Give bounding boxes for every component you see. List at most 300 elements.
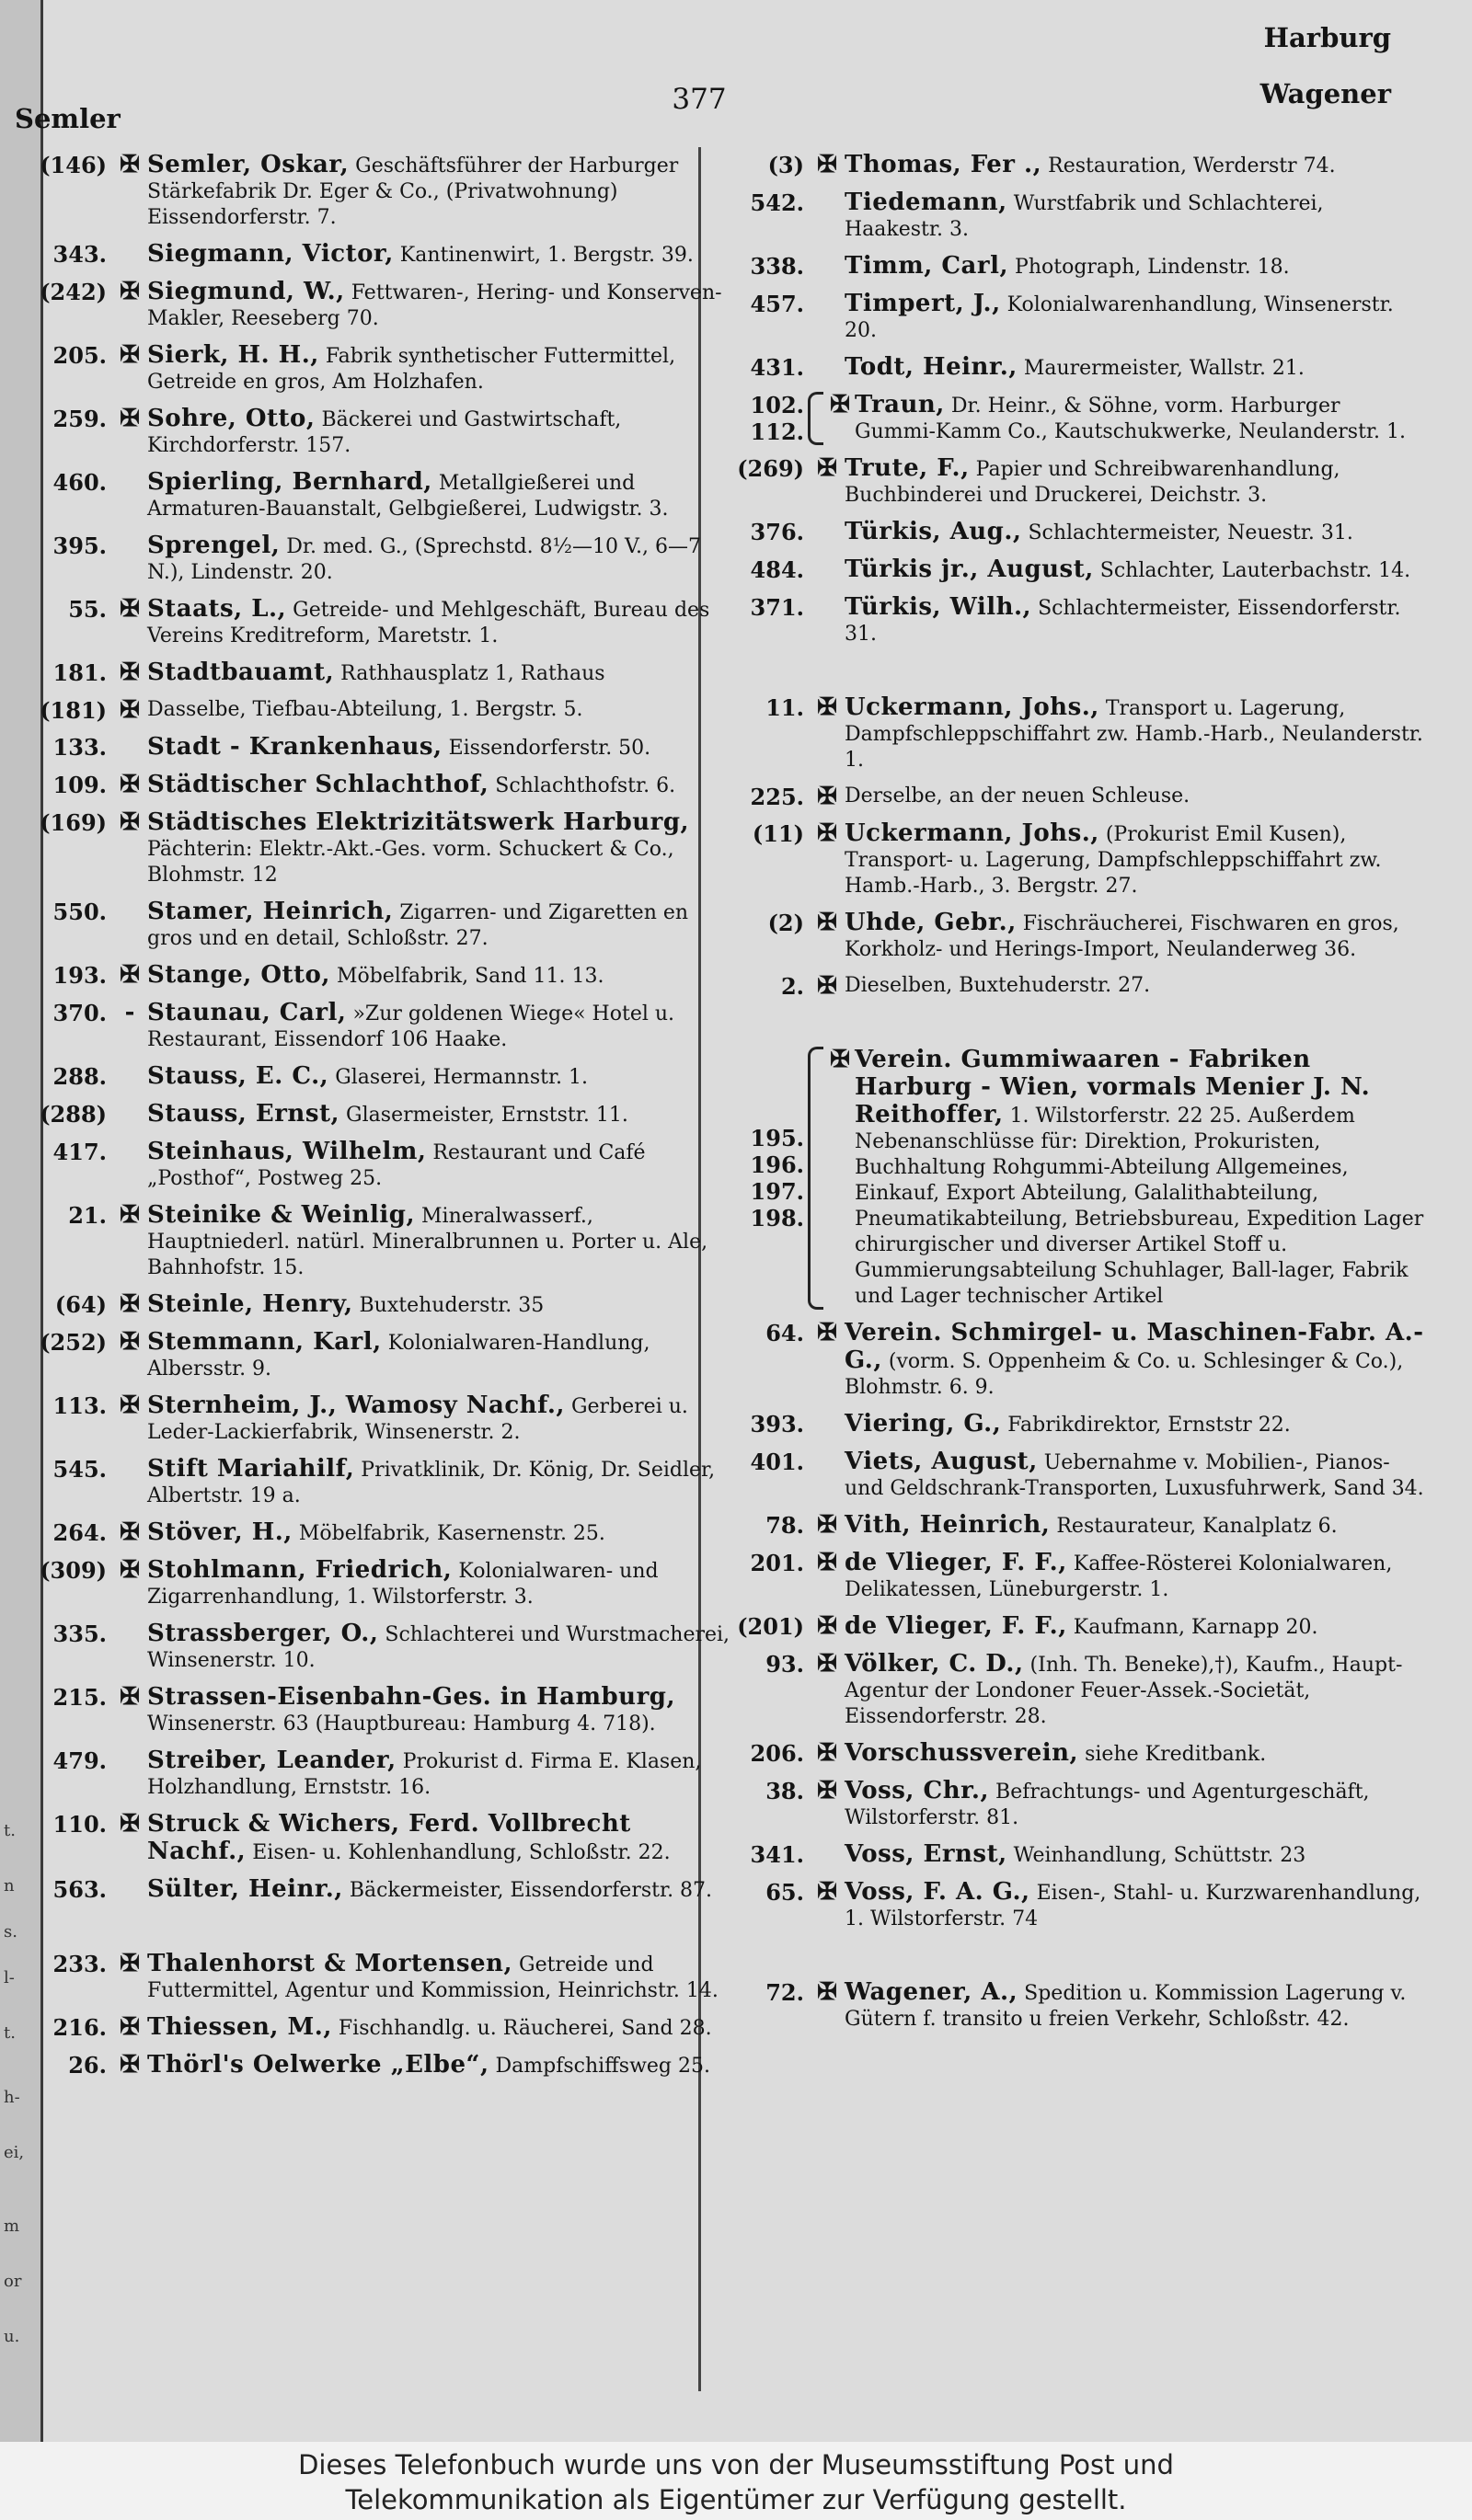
entry-number: 133. [52, 734, 107, 761]
entry-text: Prokurist d. Firma E. Klasen, Holzhandlung, Ernststr. 16. [147, 1750, 702, 1799]
entry-name: Stift Mariahilf, [147, 1455, 355, 1483]
entry-number: 338. [750, 253, 804, 280]
directory-entry [26, 2014, 730, 2042]
header-city: Harburg [1263, 22, 1391, 53]
entry-name: Voss, Ernst, [845, 1840, 1007, 1868]
directory-entry [26, 734, 730, 762]
entry-body [144, 1876, 730, 1904]
entry-number: (3) [767, 152, 804, 178]
footer-notice [0, 2442, 1472, 2520]
telephone-mark: ✠ [120, 1518, 140, 1546]
directory-entry [26, 1811, 730, 1866]
entry-body [144, 1519, 730, 1547]
entry-number: 376. [750, 519, 804, 545]
directory-entry [26, 1139, 730, 1192]
entry-name: Struck & Wichers, Ferd. Vollbrecht Nachf., [147, 1810, 631, 1865]
section-gap [723, 658, 1426, 694]
directory-entry [26, 772, 730, 799]
entry-body [841, 291, 1426, 344]
margin-fragment: u. [4, 2327, 20, 2346]
entry-number: 21. [68, 1202, 107, 1229]
directory-entry [723, 519, 1426, 546]
entry-text: Schlachthofstr. 6. [495, 774, 676, 797]
margin-fragment: ei, [4, 2143, 25, 2162]
entry-body [144, 734, 730, 762]
entry-text: Derselbe, an der neuen Schleuse. [845, 785, 1190, 808]
entry-number: (2) [767, 910, 804, 936]
section-gap [26, 1914, 730, 1951]
directory-entry [723, 1740, 1426, 1768]
entry-text: Spedition u. Kommission Lagerung v. Gütern f. transito u freien Verkehr, Schloßstr. 42. [845, 1982, 1407, 2031]
entry-number: 288. [52, 1063, 107, 1090]
entry-text: Gerberei u. Leder-Lackierfabrik, Winsenerstr. 2. [147, 1395, 688, 1444]
entry-body [841, 1449, 1426, 1502]
entry-name: Staats, L., [147, 595, 287, 623]
directory-entry [26, 1621, 730, 1674]
telephone-mark: ✠ [817, 972, 837, 1000]
entry-number: 205. [52, 342, 107, 369]
entry-text: Fischhandlg. u. Räucherei, Sand 28. [338, 2017, 712, 2040]
entry-text: (Prokurist Emil Kusen), Transport- u. Lagerung, Dampfschleppschiffahrt zw. Hamb.-Harb., 3. Bergstr. 27. [845, 823, 1382, 898]
entry-number: (169) [40, 809, 107, 836]
entry-body [144, 1291, 730, 1319]
directory-entry [723, 594, 1426, 647]
entry-name: Uckermann, Johs., [845, 693, 1099, 721]
entry-body [144, 1684, 730, 1737]
entry-number: (11) [752, 820, 804, 847]
telephone-mark: ✠ [120, 1683, 140, 1711]
entry-text: Schlachtermeister, Eissendorferstr. 31. [845, 597, 1401, 646]
entry-text: siehe Kreditbank. [1085, 1743, 1267, 1766]
entry-number: 341. [750, 1841, 804, 1868]
telephone-mark: ✠ [120, 278, 140, 305]
entry-body [144, 1621, 730, 1674]
entry-name: Uhde, Gebr., [845, 909, 1017, 936]
entry-text: Bäckermeister, Eissendorferstr. 87. [349, 1879, 713, 1902]
section-gap [723, 1010, 1426, 1047]
footer-line-1: Dieses Telefonbuch wurde uns von der Museumsstiftung Post und [298, 2449, 1174, 2480]
entry-number: 457. [750, 291, 804, 317]
entry-name: Stadtbauamt, [147, 659, 335, 686]
directory-entry [723, 291, 1426, 344]
telephone-mark: ✠ [120, 961, 140, 989]
entry-text: Dr. med. G., (Sprechstd. 8½—10 V., 6—7 N.), Lindenstr. 20. [147, 535, 701, 584]
entry-text: Uebernahme v. Mobilien-, Pianos- und Geldschrank-Transporten, Luxusfuhrwerk, Sand 34. [845, 1451, 1424, 1500]
entry-body [144, 2052, 730, 2079]
entry-body [851, 1047, 1426, 1310]
entry-name: Trute, F., [845, 454, 970, 482]
telephone-mark: ✠ [817, 693, 837, 721]
directory-entry [26, 241, 730, 269]
entry-name: Voss, F. A. G., [845, 1878, 1030, 1906]
telephone-mark: ✠ [120, 2051, 140, 2079]
entry-text: Getreide- und Mehlgeschäft, Bureau des Vereins Kreditreform, Maretstr. 1. [147, 599, 710, 647]
directory-entry [26, 697, 730, 724]
telephone-mark: ✠ [817, 1739, 837, 1767]
directory-entry [723, 1411, 1426, 1438]
entry-body [144, 1456, 730, 1509]
directory-entry [723, 354, 1426, 382]
entry-name: Verein. Gummiwaaren - Fabriken Harburg - Wien, vormals Menier J. N. Reithoffer, [855, 1046, 1371, 1128]
directory-entry [26, 1747, 730, 1801]
directory-entry [26, 533, 730, 586]
telephone-mark: ✠ [817, 1319, 837, 1346]
directory-entry-group [723, 392, 1426, 445]
entry-text: Zigarren- und Zigaretten en gros und en detail, Schloßstr. 27. [147, 901, 689, 950]
entry-body [144, 1557, 730, 1610]
entry-body [841, 455, 1426, 509]
entry-body [841, 1411, 1426, 1438]
entry-number: 460. [52, 469, 107, 496]
entry-number: 102. [750, 392, 804, 418]
brace-bracket [808, 1047, 823, 1310]
entry-text: Pächterin: Elektr.-Akt.-Ges. vorm. Schuckert & Co., Blohmstr. 12 [147, 838, 674, 887]
margin-fragment: t. [4, 2023, 16, 2043]
entry-text: Restaurant und Café „Posthof“, Postweg 25. [147, 1141, 646, 1190]
entry-name: Sülter, Heinr., [147, 1875, 343, 1903]
entry-name: Völker, C. D., [845, 1650, 1024, 1678]
entry-name: Sierk, H. H., [147, 341, 319, 369]
entry-body [144, 241, 730, 269]
entry-number: 401. [750, 1449, 804, 1475]
entry-text: Kolonialwaren- und Zigarrenhandlung, 1. Wilstorferstr. 3. [147, 1560, 659, 1609]
entry-body [144, 659, 730, 687]
telephone-mark: ✠ [120, 1201, 140, 1229]
directory-entry [723, 784, 1426, 810]
entry-number: 393. [750, 1411, 804, 1438]
entry-text: Eisen- u. Kohlenhandlung, Schloßstr. 22. [252, 1841, 671, 1864]
entry-name: Sprengel, [147, 532, 281, 559]
entry-name: Städtisches Elektrizitätswerk Harburg, [147, 808, 690, 836]
entry-text: Kolonialwaren-Handlung, Albersstr. 9. [147, 1332, 650, 1380]
entry-number: (64) [54, 1291, 107, 1318]
entry-text: Mineralwasserf., Hauptniederl. natürl. Mineralbrunnen u. Porter u. Ale, Bahnhofstr. 15. [147, 1205, 708, 1279]
directory-entry [26, 1951, 730, 2004]
entry-text: Bäckerei und Gastwirtschaft, Kirchdorferstr. 157. [147, 408, 622, 457]
directory-entry [26, 469, 730, 522]
directory-entry [723, 556, 1426, 584]
telephone-mark: ✠ [817, 1978, 837, 2006]
directory-entry [723, 189, 1426, 243]
entry-number: 431. [750, 354, 804, 381]
entry-number: 233. [52, 1951, 107, 1977]
telephone-mark: - [124, 999, 135, 1026]
entry-number: 371. [750, 594, 804, 621]
entry-text: Papier und Schreibwarenhandlung, Buchbinderei und Druckerei, Deichstr. 3. [845, 458, 1340, 507]
entry-name: Sohre, Otto, [147, 405, 316, 432]
directory-entry [26, 1684, 730, 1737]
entry-text: Privatklinik, Dr. König, Dr. Seidler, Albertstr. 19 a. [147, 1459, 716, 1507]
entry-body [144, 772, 730, 799]
entry-text: Eisen-, Stahl- u. Kurzwarenhandlung, 1. Wilstorferstr. 74 [845, 1882, 1421, 1930]
directory-entry [723, 1512, 1426, 1540]
entry-name: Spierling, Bernhard, [147, 468, 432, 496]
directory-entry [723, 1449, 1426, 1502]
entry-name: Steinle, Henry, [147, 1290, 353, 1318]
entry-name: Stauss, E. C., [147, 1062, 329, 1090]
entry-text: Kantinenwirt, 1. Bergstr. 39. [399, 244, 694, 267]
entry-name: de Vlieger, F. F., [845, 1612, 1067, 1640]
entry-number: 264. [52, 1519, 107, 1546]
directory-entry [26, 1557, 730, 1610]
entry-body [144, 342, 730, 395]
telephone-mark: ✠ [120, 696, 140, 724]
entry-body [841, 1550, 1426, 1603]
entry-number: 193. [52, 962, 107, 989]
entry-text: Dasselbe, Tiefbau-Abteilung, 1. Bergstr. 5. [147, 698, 583, 721]
directory-entry [26, 1876, 730, 1904]
directory-entry [26, 899, 730, 952]
entry-body [851, 392, 1426, 445]
entry-text: Fabrikdirektor, Ernststr 22. [1007, 1414, 1291, 1437]
entry-name: de Vlieger, F. F., [845, 1549, 1067, 1576]
entry-number: 550. [52, 899, 107, 925]
entry-body [841, 1740, 1426, 1768]
entry-number: (146) [40, 152, 107, 178]
entry-text: Photograph, Lindenstr. 18. [1015, 256, 1290, 279]
entry-text: Geschäftsführer der Harburger Stärkefabrik Dr. Eger & Co., (Privatwohnung) Eissendorferstr. 7. [147, 155, 679, 229]
telephone-mark: ✠ [120, 595, 140, 623]
telephone-mark: ✠ [817, 783, 837, 810]
entry-text: Schlachtermeister, Neuestr. 31. [1028, 521, 1353, 544]
telephone-mark: ✠ [120, 405, 140, 432]
entry-number: 370. [52, 1000, 107, 1026]
entry-number: (252) [40, 1329, 107, 1356]
entry-number: (269) [737, 455, 804, 482]
entry-body [841, 1512, 1426, 1540]
entry-number: 110. [52, 1811, 107, 1838]
entry-number: 206. [750, 1740, 804, 1767]
entry-body [144, 2014, 730, 2042]
entry-body [841, 594, 1426, 647]
telephone-mark: ✠ [120, 1392, 140, 1419]
entry-number: 216. [52, 2014, 107, 2041]
directory-entry [723, 694, 1426, 773]
margin-fragment: m [4, 2216, 20, 2236]
right-column [723, 152, 1426, 2043]
entry-body [144, 962, 730, 990]
entry-text: Möbelfabrik, Sand 11. 13. [336, 965, 604, 988]
entry-body [144, 899, 730, 952]
telephone-mark: ✠ [817, 151, 837, 178]
entry-number: 395. [52, 533, 107, 559]
entry-text: Winsenerstr. 63 (Hauptbureau: Hamburg 4. 718). [147, 1712, 656, 1735]
entry-body [144, 469, 730, 522]
entry-number: 484. [750, 556, 804, 583]
entry-name: Verein. Schmirgel- u. Maschinen-Fabr. A.-G., [845, 1319, 1424, 1374]
entry-number: 55. [68, 596, 107, 623]
entry-text: Restaurateur, Kanalplatz 6. [1056, 1515, 1338, 1538]
entry-text: (vorm. S. Oppenheim & Co. u. Schlesinger & Co.), Blohmstr. 6. 9. [845, 1350, 1404, 1399]
entry-body [841, 556, 1426, 584]
entry-name: Sternheim, J., Wamosy Nachf., [147, 1392, 565, 1419]
entry-number: 65. [765, 1879, 804, 1906]
directory-entry [723, 1879, 1426, 1932]
entry-text: Maurermeister, Wallstr. 21. [1023, 357, 1305, 380]
entry-body [841, 973, 1426, 999]
entry-number: 196. [750, 1151, 804, 1178]
directory-entry [26, 152, 730, 231]
entry-number: 417. [52, 1139, 107, 1165]
entry-number: 335. [52, 1621, 107, 1647]
entry-text: Eissendorferstr. 50. [448, 737, 651, 760]
entry-body [841, 784, 1426, 809]
entry-text: Restauration, Werderstr 74. [1048, 155, 1336, 178]
entry-number: 259. [52, 406, 107, 432]
entry-text: Dieselben, Buxtehuderstr. 27. [845, 974, 1151, 997]
entry-numbers [723, 392, 808, 445]
entry-name: Türkis, Aug., [845, 518, 1022, 545]
directory-entry [26, 279, 730, 332]
entry-text: Wurstfabrik und Schlachterei, Haakestr. 3. [845, 192, 1324, 241]
entry-text: Metallgießerei und Armaturen-Bauanstalt, Gelbgießerei, Ludwigstr. 3. [147, 472, 669, 521]
directory-entry [26, 962, 730, 990]
directory-entry [26, 1392, 730, 1446]
directory-entry [723, 910, 1426, 963]
entry-name: Streiber, Leander, [147, 1747, 397, 1774]
directory-entry [26, 1456, 730, 1509]
directory-entry [26, 659, 730, 687]
entry-numbers [723, 1047, 808, 1310]
telephone-mark: ✠ [120, 771, 140, 798]
directory-entry [26, 2052, 730, 2079]
telephone-mark: ✠ [817, 1511, 837, 1539]
entry-number: 479. [52, 1747, 107, 1774]
entry-body [144, 406, 730, 459]
directory-entry [723, 973, 1426, 1000]
entry-name: Stöver, H., [147, 1518, 293, 1546]
entry-name: Semler, Oskar, [147, 151, 350, 178]
entry-number: 201. [750, 1550, 804, 1576]
entry-name: Siegmund, W., [147, 278, 345, 305]
entry-body [144, 1329, 730, 1382]
entry-text: Schlachter, Lauterbachstr. 14. [1099, 559, 1411, 582]
telephone-mark: ✠ [817, 1549, 837, 1576]
entry-number: 2. [780, 973, 804, 1000]
entry-number: 225. [750, 784, 804, 810]
entry-body [841, 1320, 1426, 1401]
entry-text: Kolonialwarenhandlung, Winsenerstr. 20. [845, 293, 1394, 342]
entry-body [144, 1747, 730, 1801]
directory-entry [723, 1841, 1426, 1869]
entry-number: (201) [737, 1613, 804, 1640]
telephone-mark: ✠ [817, 819, 837, 847]
entry-number: 64. [765, 1320, 804, 1346]
entry-name: Viering, G., [845, 1410, 1002, 1438]
entry-text: Kaffee-Rösterei Kolonialwaren, Delikatessen, Lüneburgerstr. 1. [845, 1552, 1393, 1601]
directory-entry [723, 253, 1426, 281]
telephone-mark: ✠ [120, 2013, 140, 2041]
directory-entry [26, 1291, 730, 1319]
entry-body [144, 1811, 730, 1866]
entry-number: 78. [765, 1512, 804, 1539]
entry-number: 113. [52, 1392, 107, 1419]
entry-body [841, 354, 1426, 382]
telephone-mark: ✠ [830, 391, 850, 418]
telephone-mark: ✠ [120, 341, 140, 369]
entry-text: Weinhandlung, Schüttstr. 23 [1013, 1844, 1306, 1867]
entry-body [841, 189, 1426, 243]
telephone-mark: ✠ [817, 1878, 837, 1906]
entry-text: Dr. Heinr., & Söhne, vorm. Harburger Gummi-Kamm Co., Kautschukwerke, Neulanderstr. 1. [855, 395, 1407, 443]
entry-name: Thiessen, M., [147, 2013, 332, 2041]
entry-name: Steinike & Weinlig, [147, 1201, 416, 1229]
page-number: 377 [672, 83, 727, 116]
entry-name: Stauss, Ernst, [147, 1100, 340, 1128]
entry-body [144, 809, 730, 888]
telephone-mark: ✠ [817, 909, 837, 936]
entry-text: Glaserei, Hermannstr. 1. [335, 1066, 589, 1089]
entry-text: Getreide und Futtermittel, Agentur und Kommission, Heinrichstr. 14. [147, 1953, 719, 2002]
directory-entry [723, 1550, 1426, 1603]
margin-fragment: h- [4, 2088, 20, 2107]
telephone-mark: ✠ [817, 1777, 837, 1804]
entry-body [841, 910, 1426, 963]
entry-name: Stohlmann, Friedrich, [147, 1556, 453, 1584]
entry-name: Städtischer Schlachthof, [147, 771, 489, 798]
entry-body [144, 1951, 730, 2004]
entry-number: 195. [750, 1125, 804, 1151]
entry-name: Stadt - Krankenhaus, [147, 733, 443, 761]
entry-name: Steinhaus, Wilhelm, [147, 1138, 427, 1165]
directory-entry [723, 152, 1426, 179]
entry-number: 112. [750, 418, 804, 445]
telephone-mark: ✠ [120, 1290, 140, 1318]
margin-fragment: or [4, 2272, 22, 2291]
directory-entry [723, 1778, 1426, 1831]
entry-body [841, 1613, 1426, 1641]
entry-body [144, 533, 730, 586]
entry-number: 198. [750, 1205, 804, 1231]
entry-text: Glasermeister, Ernststr. 11. [346, 1104, 628, 1127]
footer-line-2: Telekommunikation als Eigentümer zur Verfügung gestellt. [345, 2484, 1127, 2515]
entry-body [144, 1202, 730, 1281]
entry-name: Strassberger, O., [147, 1620, 379, 1647]
margin-fragment: s. [4, 1922, 17, 1942]
entry-number: 181. [52, 659, 107, 686]
telephone-mark: ✠ [120, 808, 140, 836]
entry-body [144, 697, 730, 723]
entry-number: 109. [52, 772, 107, 798]
entry-number: (242) [40, 279, 107, 305]
entry-number: 72. [765, 1979, 804, 2006]
entry-name: Türkis jr., August, [845, 556, 1094, 583]
entry-number: 26. [68, 2052, 107, 2079]
entry-number: 197. [750, 1178, 804, 1205]
entry-name: Todt, Heinr., [845, 353, 1018, 381]
telephone-mark: ✠ [120, 1328, 140, 1356]
directory-entry [26, 809, 730, 888]
entry-name: Uckermann, Johs., [845, 819, 1099, 847]
entry-body [144, 1139, 730, 1192]
entry-name: Viets, August, [845, 1448, 1038, 1475]
telephone-mark: ✠ [120, 151, 140, 178]
entry-text: Fettwaren-, Hering- und Konserven-Makler, Reeseberg 70. [147, 281, 722, 330]
directory-entry [723, 1651, 1426, 1730]
directory-entry [26, 1101, 730, 1128]
entry-name: Wagener, A., [845, 1978, 1018, 2006]
entry-name: Voss, Chr., [845, 1777, 990, 1804]
telephone-mark: ✠ [120, 1556, 140, 1584]
entry-name: Türkis, Wilh., [845, 593, 1032, 621]
entry-text: Fischräucherei, Fischwaren en gros, Korkholz- und Herings-Import, Neulanderweg 36. [845, 912, 1399, 961]
directory-entry [26, 1202, 730, 1281]
directory-entry [723, 455, 1426, 509]
directory-entry [723, 1320, 1426, 1401]
entry-number: (288) [40, 1101, 107, 1128]
telephone-mark: ✠ [817, 454, 837, 482]
entry-number: 545. [52, 1456, 107, 1483]
